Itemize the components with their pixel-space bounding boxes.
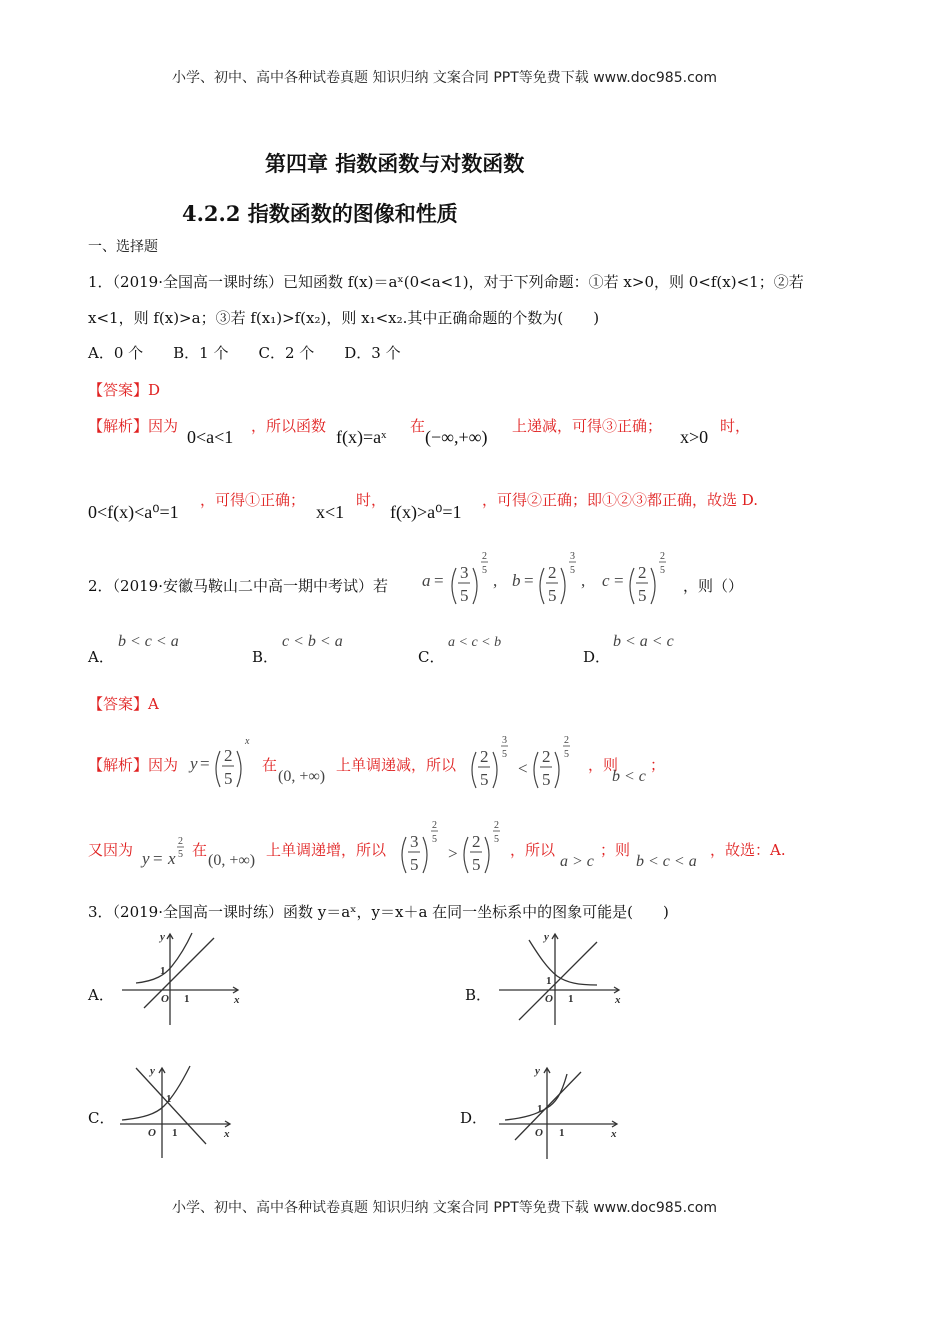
- svg-text:5: 5: [460, 586, 469, 605]
- q2-exp2-comparison: [396, 815, 518, 881]
- svg-text:O: O: [545, 993, 553, 1005]
- svg-text:x: x: [168, 849, 176, 868]
- q3-option-b-label: B．: [465, 986, 492, 1004]
- svg-text:2: 2: [482, 551, 487, 562]
- q2-exp2-result1: a > c: [560, 853, 594, 870]
- q2-exp2-in: 在: [192, 841, 208, 859]
- q1-math-x-lt1: x<1: [316, 502, 345, 522]
- page-footer: 小学、初中、高中各种试卷真题 知识归纳 文案合同 PPT等免费下载 www.doc985.com: [172, 1200, 717, 1216]
- q3-graph-c: [118, 1062, 238, 1162]
- q1-exp-text2: 在: [410, 417, 426, 435]
- q1-answer: 【答案】D: [88, 381, 161, 399]
- q2-exp1-semicolon: ；: [650, 756, 666, 774]
- q2-exp2-mid: 上单调递增，所以: [266, 841, 387, 859]
- q1-exp-text1: ，所以函数: [251, 417, 327, 435]
- svg-text:a: a: [422, 571, 431, 590]
- svg-text:2: 2: [638, 563, 647, 582]
- q2-exp1-comparison: [466, 730, 588, 796]
- q3-option-c-label: C．: [88, 1109, 115, 1127]
- q2-exp2-so: ，所以: [510, 841, 556, 859]
- svg-text:2: 2: [432, 820, 437, 831]
- svg-text:5: 5: [410, 855, 419, 874]
- q2-exp2-label: 又因为: [88, 841, 134, 859]
- q2-option-c-label: C．: [418, 648, 445, 666]
- q3-option-a-label: A．: [88, 986, 114, 1004]
- q2-option-d-label: D．: [583, 648, 611, 666]
- q2-exp1-function: [186, 735, 262, 795]
- svg-text:5: 5: [548, 586, 557, 605]
- svg-text:3: 3: [570, 551, 575, 562]
- q2-definitions-formula: [418, 546, 683, 614]
- q2-exp2-result2: b < c < a: [636, 853, 697, 870]
- q2-option-b: c < b < a: [282, 633, 343, 650]
- svg-text:1: 1: [166, 1093, 172, 1105]
- section-label: 一、选择题: [88, 239, 158, 255]
- svg-text:x: x: [615, 994, 621, 1006]
- svg-text:,: ,: [581, 571, 586, 590]
- svg-text:1: 1: [172, 1127, 178, 1139]
- q2-exp1-interval: (0, +∞): [278, 768, 326, 785]
- svg-text:5: 5: [660, 565, 665, 576]
- svg-text:=: =: [153, 849, 163, 868]
- svg-text:5: 5: [570, 565, 575, 576]
- svg-text:x: x: [224, 1128, 230, 1140]
- svg-text:1: 1: [546, 975, 552, 987]
- svg-text:3: 3: [410, 832, 419, 851]
- svg-text:5: 5: [224, 769, 233, 788]
- svg-text:3: 3: [460, 563, 469, 582]
- svg-text:2: 2: [548, 563, 557, 582]
- page-header: 小学、初中、高中各种试卷真题 知识归纳 文案合同 PPT等免费下载 www.doc985.com: [172, 70, 717, 86]
- q1-exp-text3: 上递减，可得③正确；: [512, 417, 663, 435]
- q1-exp-text7: ，可得②正确；即①②③都正确，故选 D.: [482, 491, 759, 509]
- svg-text:=: =: [614, 571, 624, 590]
- svg-text:2: 2: [224, 746, 233, 765]
- q2-option-c: a < c < b: [448, 635, 502, 650]
- q1-math-ineq2: f(x)>a⁰=1: [390, 502, 462, 522]
- svg-text:,: ,: [493, 571, 498, 590]
- q3-option-d-label: D．: [460, 1109, 488, 1127]
- q1-exp-text6: 时，: [356, 491, 387, 509]
- q1-stem-line1: 1．（2019·全国高一课时练）已知函数 f(x)＝aˣ(0<a<1)，对于下列命题：①若 x>0，则 0<f(x)<1；②若: [88, 273, 804, 291]
- svg-text:O: O: [161, 993, 169, 1005]
- svg-text:O: O: [148, 1127, 156, 1139]
- q2-option-a-label: A．: [88, 648, 114, 666]
- svg-text:=: =: [200, 754, 210, 773]
- q2-option-b-label: B．: [252, 648, 279, 666]
- svg-text:1: 1: [537, 1103, 543, 1115]
- svg-text:1: 1: [160, 965, 166, 977]
- svg-text:x: x: [245, 736, 250, 747]
- svg-text:5: 5: [494, 834, 499, 845]
- svg-text:5: 5: [480, 770, 489, 789]
- q3-stem: 3．（2019·全国高一课时练）函数 y＝aˣ，y＝x＋a 在同一坐标系中的图象可能是( ): [88, 903, 669, 921]
- q1-exp-label: 【解析】因为: [88, 417, 179, 435]
- q2-then: ，则（）: [683, 577, 744, 595]
- svg-text:3: 3: [502, 735, 507, 746]
- svg-text:1: 1: [559, 1127, 565, 1139]
- q1-math-fx: f(x)=aˣ: [336, 427, 387, 447]
- q1-math-x-gt0: x>0: [680, 427, 709, 447]
- q2-exp2-function: [138, 832, 192, 872]
- q2-exp1-then: ，则: [588, 756, 619, 774]
- q1-math-ineq1: 0<f(x)<a⁰=1: [88, 502, 179, 522]
- svg-text:b: b: [512, 571, 521, 590]
- svg-text:x: x: [611, 1128, 617, 1140]
- q1-math-a-range: 0<a<1: [187, 427, 234, 447]
- svg-text:2: 2: [472, 832, 481, 851]
- svg-text:5: 5: [502, 749, 507, 760]
- svg-text:5: 5: [638, 586, 647, 605]
- svg-text:x: x: [234, 994, 240, 1006]
- q2-option-d: b < a < c: [613, 633, 674, 650]
- q2-exp2-interval: (0, +∞): [208, 852, 256, 869]
- svg-text:2: 2: [564, 735, 569, 746]
- q1-stem-line2: x<1，则 f(x)>a；③若 f(x₁)>f(x₂)，则 x₁<x₂.其中正确命题的个数为( ): [88, 309, 600, 327]
- q2-stem: 2．（2019·安徽马鞍山二中高一期中考试）若: [88, 577, 388, 595]
- chapter-title: 第四章 指数函数与对数函数: [265, 151, 525, 176]
- q2-exp1-result: b < c: [612, 768, 646, 785]
- q1-math-interval: (−∞,+∞): [425, 427, 488, 447]
- svg-text:2: 2: [542, 747, 551, 766]
- svg-text:2: 2: [660, 551, 665, 562]
- q2-exp2-then: ；则: [600, 841, 631, 859]
- svg-text:>: >: [448, 844, 458, 863]
- svg-text:5: 5: [472, 855, 481, 874]
- q1-exp-text5: ，可得①正确；: [200, 491, 306, 509]
- svg-text:c: c: [602, 571, 610, 590]
- svg-text:y: y: [535, 1065, 540, 1077]
- q3-graph-a: [120, 928, 245, 1028]
- svg-text:5: 5: [564, 749, 569, 760]
- svg-text:2: 2: [480, 747, 489, 766]
- svg-text:5: 5: [542, 770, 551, 789]
- svg-text:y: y: [150, 1065, 155, 1077]
- svg-text:2: 2: [494, 820, 499, 831]
- svg-text:2: 2: [178, 836, 183, 847]
- q3-graph-b: [497, 928, 622, 1028]
- svg-text:O: O: [535, 1127, 543, 1139]
- q2-exp1-mid: 上单调递减，所以: [336, 756, 457, 774]
- svg-text:y: y: [544, 931, 549, 943]
- q1-exp-text4: 时，: [720, 417, 751, 435]
- q2-exp1-in: 在: [262, 756, 278, 774]
- svg-text:=: =: [524, 571, 534, 590]
- svg-text:=: =: [434, 571, 444, 590]
- svg-text:1: 1: [568, 993, 574, 1005]
- q2-option-a: b < c < a: [118, 633, 179, 650]
- svg-text:<: <: [518, 759, 528, 778]
- q2-answer: 【答案】A: [88, 695, 159, 713]
- section-title: 4.2.2 指数函数的图像和性质: [182, 201, 458, 226]
- q2-exp1-label: 【解析】因为: [88, 756, 179, 774]
- q3-graph-d: [497, 1062, 622, 1162]
- svg-text:5: 5: [432, 834, 437, 845]
- svg-text:1: 1: [184, 993, 190, 1005]
- svg-text:y: y: [142, 849, 150, 868]
- svg-text:y: y: [160, 931, 165, 943]
- svg-text:y: y: [190, 754, 198, 773]
- svg-text:5: 5: [178, 849, 183, 860]
- svg-text:5: 5: [482, 565, 487, 576]
- q2-exp2-end: ，故选：A.: [710, 841, 786, 859]
- q1-options: A．0 个 B．1 个 C．2 个 D．3 个: [88, 344, 401, 362]
